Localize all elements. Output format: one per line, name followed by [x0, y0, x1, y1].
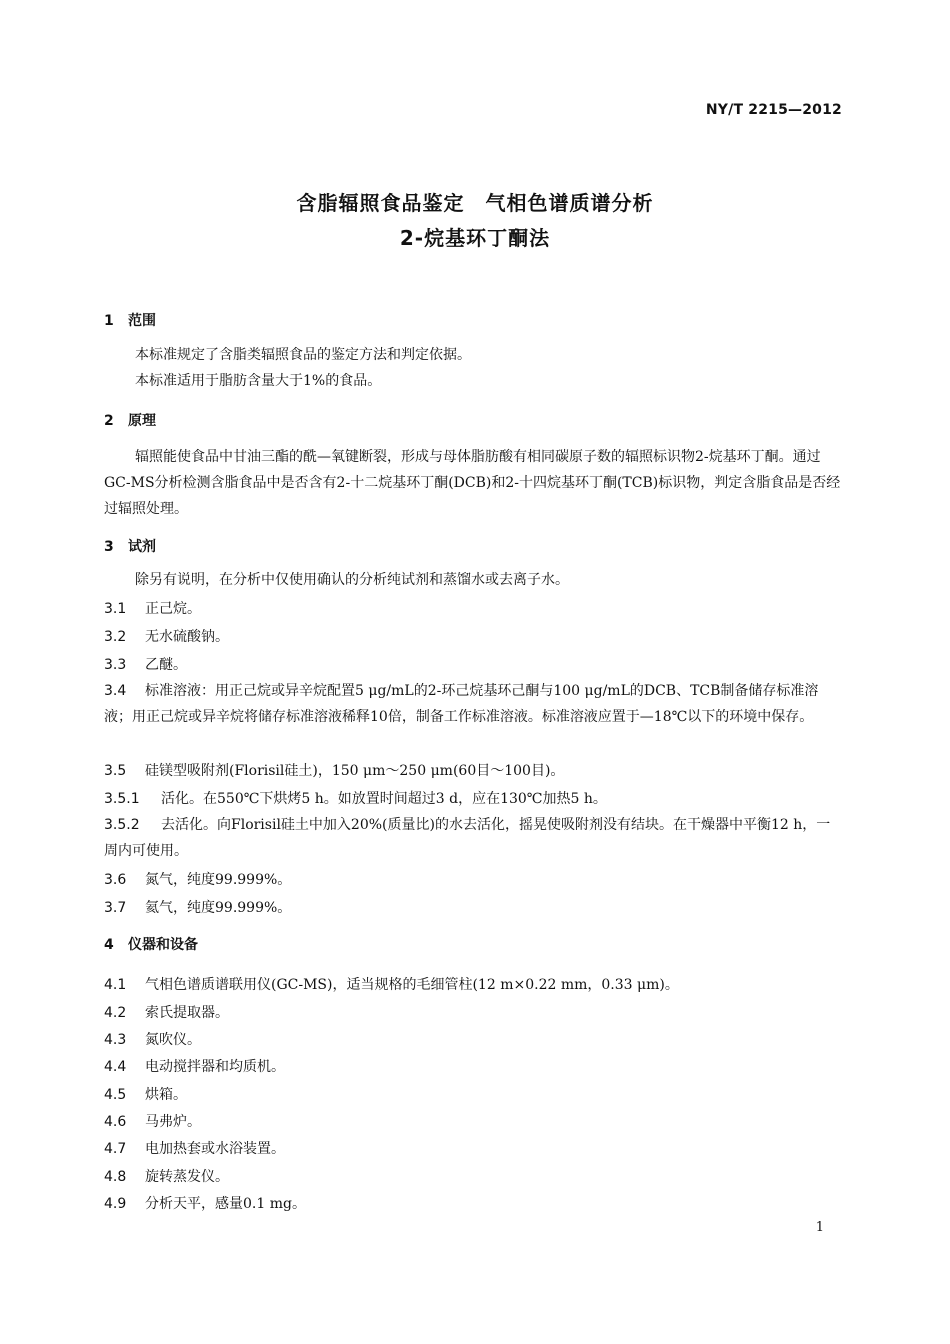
page-number: 1	[815, 1220, 824, 1235]
clause-4-4	[104, 1056, 285, 1076]
clause-3-2	[104, 626, 229, 646]
document-title-line2: 2-烷基环丁酮法	[399, 226, 551, 250]
clause-text: 旋转蒸发仪。	[145, 1169, 229, 1185]
clause-number: 3.5	[104, 763, 127, 779]
clause-text: 氮吹仪。	[145, 1032, 201, 1048]
section-2-heading	[104, 410, 156, 430]
clause-3-4	[104, 678, 842, 730]
clause-number: 4.1	[104, 977, 127, 993]
clause-number: 3.4	[104, 683, 127, 699]
section-4-heading	[104, 934, 198, 954]
clause-number: 3.5.2	[104, 817, 140, 833]
clause-3-7	[104, 897, 291, 917]
clause-number: 4.3	[104, 1032, 127, 1048]
clause-text: 电加热套或水浴装置。	[145, 1141, 285, 1157]
section-3-heading	[104, 536, 156, 556]
clause-number: 4.8	[104, 1169, 127, 1185]
clause-number: 4.6	[104, 1114, 127, 1130]
clause-4-6	[104, 1111, 201, 1131]
clause-text: 索氏提取器。	[145, 1005, 229, 1021]
clause-text: 去活化。向Florisil硅土中加入20%(质量比)的水去活化，摇晃使吸附剂没有结块。在干燥器中平衡12 h，一周内可使用。	[104, 817, 831, 859]
clause-4-1	[104, 974, 679, 994]
clause-text: 无水硫酸钠。	[145, 629, 229, 645]
clause-4-3	[104, 1029, 201, 1049]
clause-4-5	[104, 1084, 187, 1104]
section-number: 1	[104, 313, 114, 329]
document-title-line1: 含脂辐照食品鉴定 气相色谱质谱分析	[296, 191, 654, 215]
section-1-paragraph-1: 本标准规定了含脂类辐照食品的鉴定方法和判定依据。	[135, 347, 471, 363]
clause-text: 马弗炉。	[145, 1114, 201, 1130]
clause-text: 正己烷。	[145, 601, 201, 617]
clause-number: 3.7	[104, 900, 127, 916]
clause-number: 3.3	[104, 657, 127, 673]
clause-number: 4.4	[104, 1059, 127, 1075]
section-2-paragraph: 辐照能使食品中甘油三酯的酰—氧键断裂，形成与母体脂肪酸有相同碳原子数的辐照标识物2-烷基环丁酮。通过GC-MS分析检测含脂食品中是否含有2-十二烷基环丁酮(DCB)和2-十四烷基环丁酮(TCB)标识物，判定含脂食品是否经过辐照处理。	[104, 449, 841, 517]
section-3-intro: 除另有说明，在分析中仅使用确认的分析纯试剂和蒸馏水或去离子水。	[135, 572, 569, 588]
clause-text: 氮气，纯度99.999%。	[145, 872, 292, 888]
clause-text: 分析天平，感量0.1 mg。	[145, 1196, 306, 1212]
standard-code: NY/T 2215—2012	[705, 102, 842, 118]
clause-text: 电动搅拌器和均质机。	[145, 1059, 285, 1075]
clause-text: 氦气，纯度99.999%。	[145, 900, 292, 916]
section-number: 4	[104, 937, 114, 953]
clause-4-2	[104, 1002, 229, 1022]
clause-number: 4.9	[104, 1196, 127, 1212]
section-title: 原理	[128, 413, 156, 429]
section-number: 3	[104, 539, 114, 555]
clause-4-9	[104, 1193, 306, 1213]
clause-text: 烘箱。	[145, 1087, 187, 1103]
clause-text: 标准溶液：用正己烷或异辛烷配置5 μg/mL的2-环己烷基环己酮与100 μg/mL的DCB、TCB制备储存标准溶液；用正己烷或异辛烷将储存标准溶液稀释10倍，制备工作标准溶液。标准溶液应置于—18℃以下的环境中保存。	[104, 683, 819, 725]
clause-text: 乙醚。	[145, 657, 187, 673]
clause-text: 气相色谱质谱联用仪(GC-MS)，适当规格的毛细管柱(12 m×0.22 mm，0.33 μm)。	[145, 977, 679, 993]
section-title: 试剂	[128, 539, 156, 555]
section-title: 仪器和设备	[128, 937, 198, 953]
section-1-heading	[104, 310, 156, 330]
clause-3-1	[104, 598, 201, 618]
clause-4-8	[104, 1166, 229, 1186]
clause-number: 3.1	[104, 601, 127, 617]
clause-number: 4.2	[104, 1005, 127, 1021]
section-1-paragraph-2: 本标准适用于脂肪含量大于1%的食品。	[135, 373, 382, 389]
section-number: 2	[104, 413, 114, 429]
clause-number: 3.6	[104, 872, 127, 888]
clause-4-7	[104, 1138, 285, 1158]
clause-3-5-2	[104, 812, 842, 864]
clause-3-3	[104, 654, 187, 674]
clause-number: 3.2	[104, 629, 127, 645]
clause-number: 3.5.1	[104, 791, 140, 807]
clause-3-5	[104, 760, 564, 780]
clause-number: 4.7	[104, 1141, 127, 1157]
clause-3-5-1	[104, 788, 607, 808]
clause-text: 硅镁型吸附剂(Florisil硅土)，150 μm～250 μm(60目～100目)。	[145, 763, 565, 779]
section-title: 范围	[128, 313, 156, 329]
clause-text: 活化。在550℃下烘烤5 h。如放置时间超过3 d，应在130℃加热5 h。	[161, 791, 607, 807]
clause-number: 4.5	[104, 1087, 127, 1103]
clause-3-6	[104, 869, 291, 889]
